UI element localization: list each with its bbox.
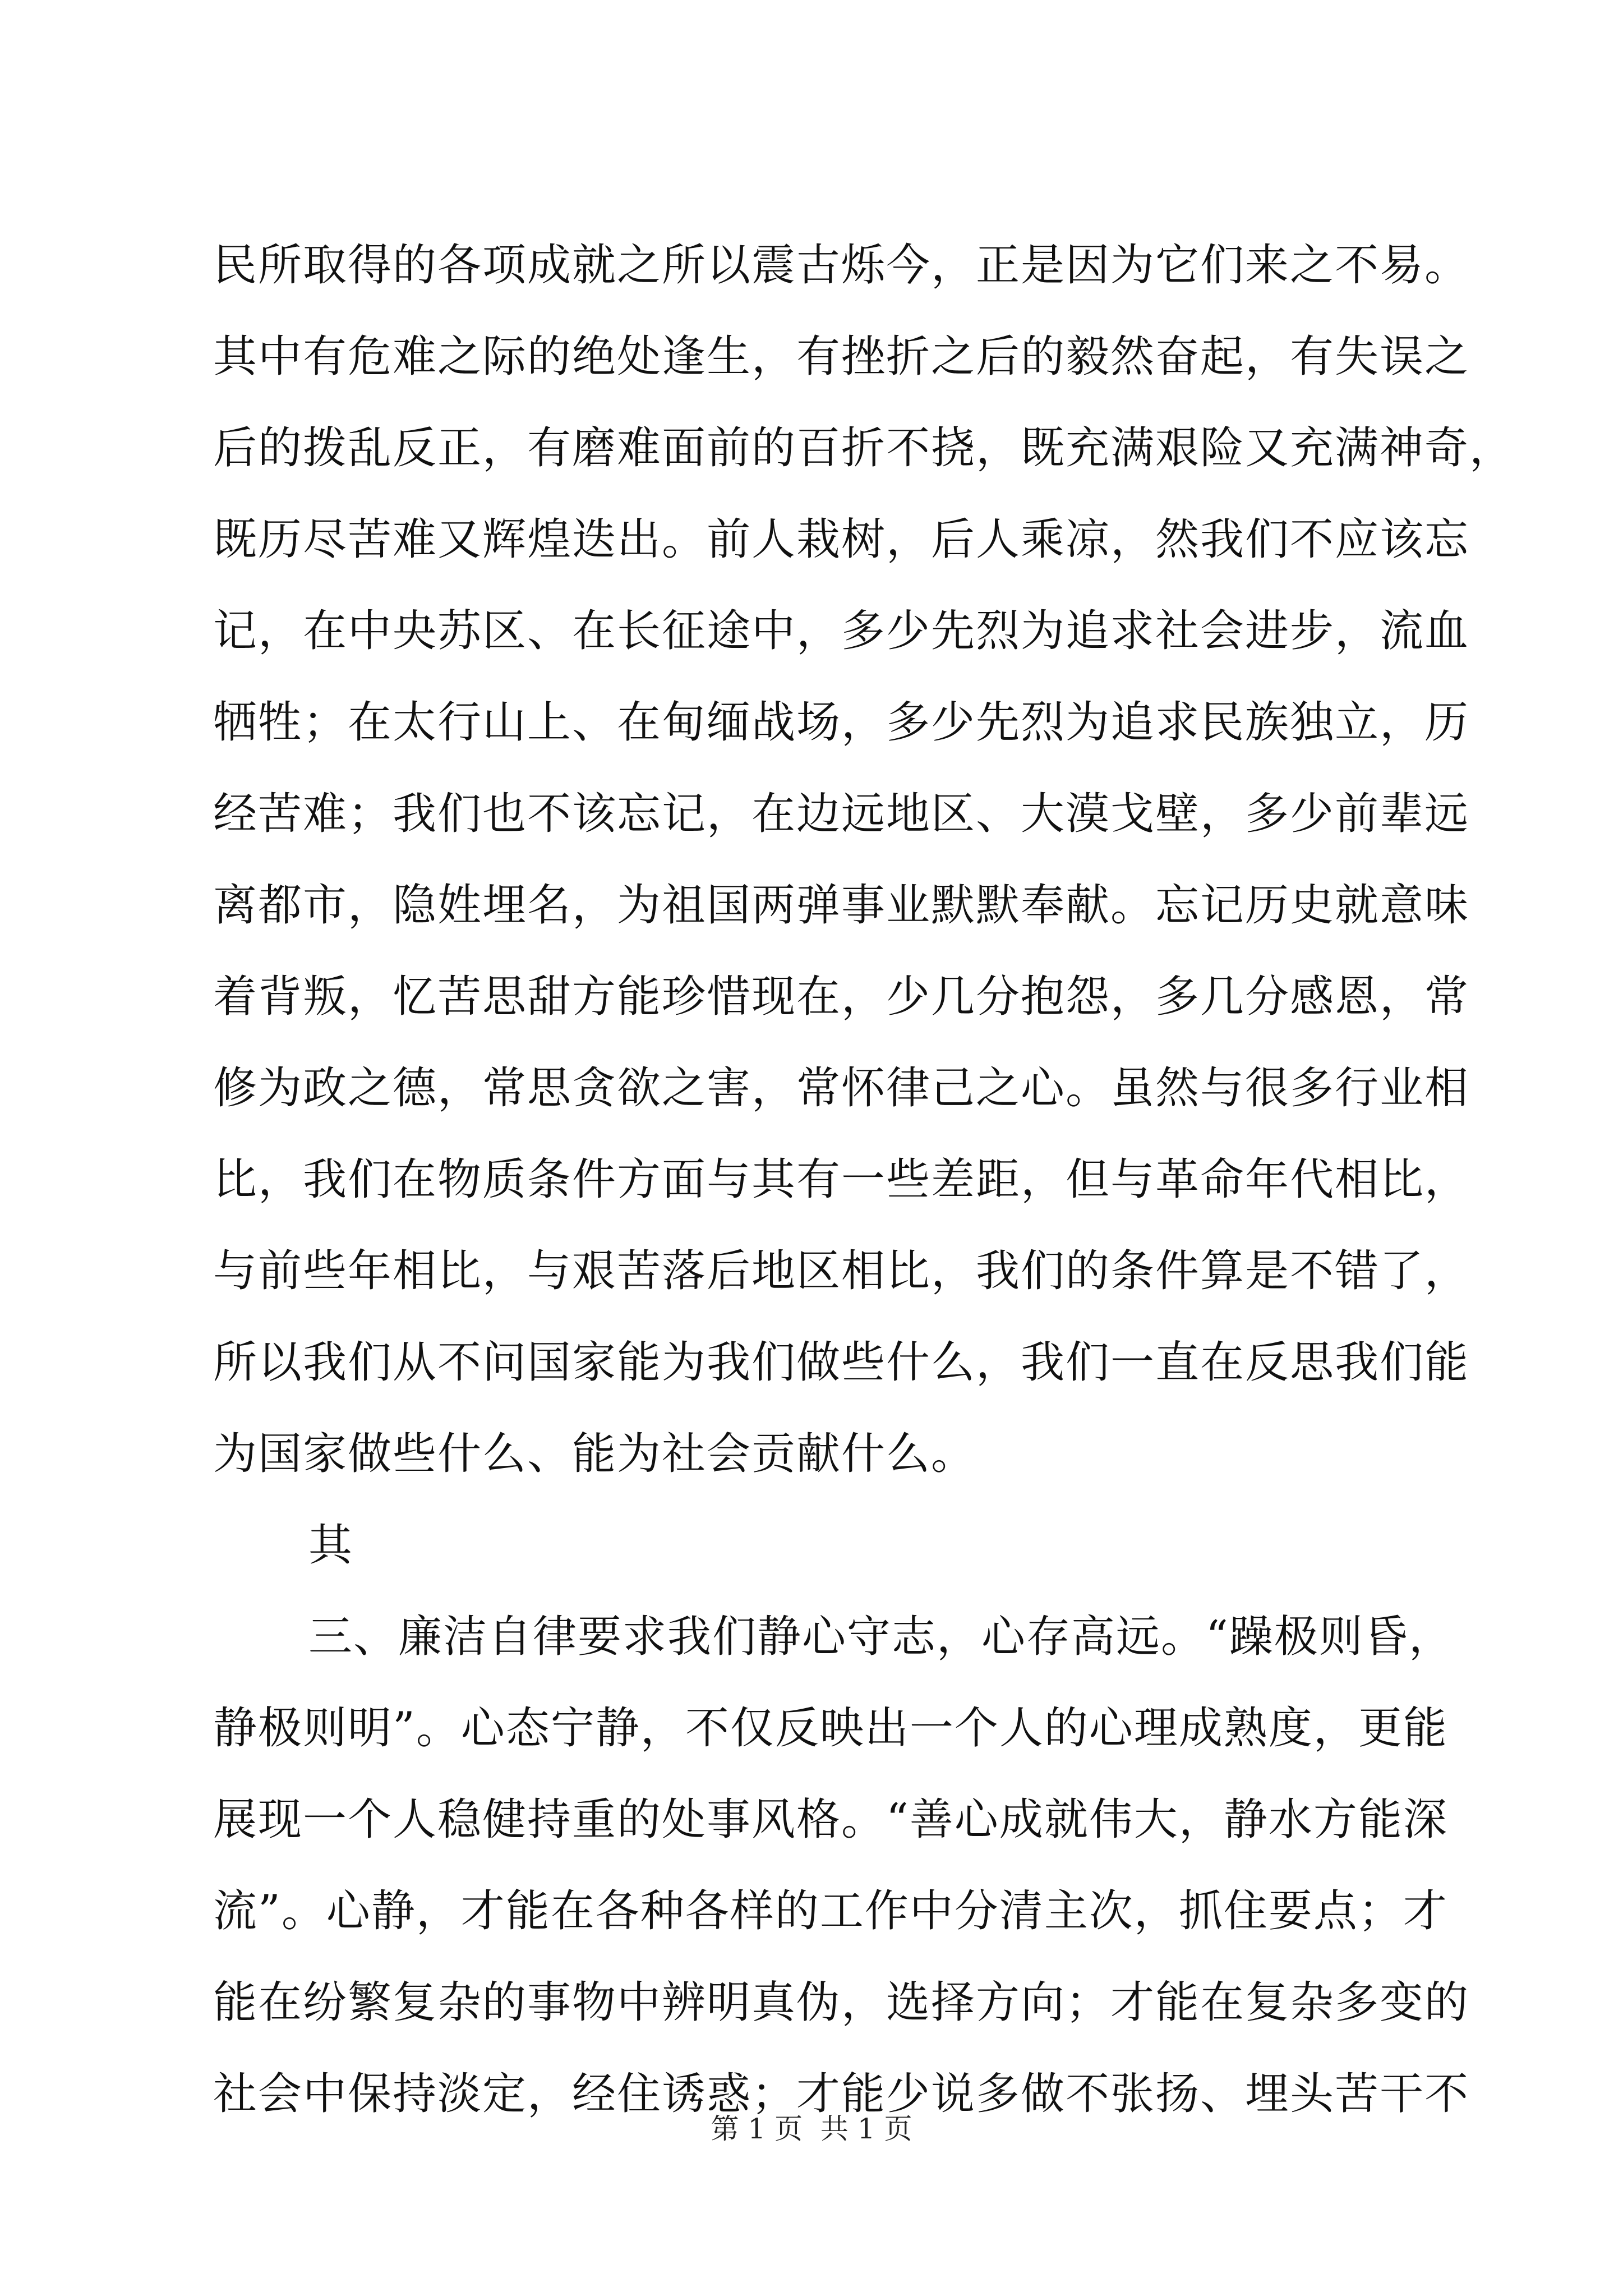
text-line-5: 记，在中央苏区、在长征途中，多少先烈为追求社会进步，流血 <box>213 606 1470 656</box>
body-text <box>213 220 1515 2140</box>
text-line-7: 经苦难；我们也不该忘记，在边远地区、大漠戈壁，多少前辈远 <box>213 789 1470 839</box>
text-line-17: 静极则明”。心态宁静，不仅反映出一个人的心理成熟度，更能 <box>213 1703 1448 1754</box>
text-line-12: 与前些年相比，与艰苦落后地区相比，我们的条件算是不错了， <box>213 1246 1470 1296</box>
text-line-21: 社会中保持淡定，经住诱惑；才能少说多做不张扬、埋头苦干不 <box>213 2069 1470 2119</box>
text-line-4: 既历尽苦难又辉煌迭出。前人栽树，后人乘凉，然我们不应该忘 <box>213 514 1470 565</box>
text-line-3: 后的拨乱反正，有磨难面前的百折不挠，既充满艰险又充满神奇， <box>213 423 1515 473</box>
text-line-18: 展现一个人稳健持重的处事风格。“善心成就伟大，静水方能深 <box>213 1795 1448 1845</box>
text-line-20: 能在纷繁复杂的事物中辨明真伪，选择方向；才能在复杂多变的 <box>213 1977 1470 2028</box>
text-line-6: 牺牲；在太行山上、在甸缅战场，多少先烈为追求民族独立，历 <box>213 697 1470 748</box>
text-line-2: 其中有危难之际的绝处逢生，有挫折之后的毅然奋起，有失误之 <box>213 332 1470 382</box>
text-line-14: 为国家做些什么、能为社会贡献什么。 <box>213 1429 976 1479</box>
text-line-13: 所以我们从不问国家能为我们做些什么，我们一直在反思我们能 <box>213 1337 1470 1388</box>
text-line-15: 其 <box>308 1520 354 1571</box>
text-line-19: 流”。心静，才能在各种各样的工作中分清主次，抓住要点；才 <box>213 1886 1448 1936</box>
text-line-16: 三、廉洁自律要求我们静心守志，心存高远。“躁极则昏， <box>308 1612 1454 1662</box>
text-line-1: 民所取得的各项成就之所以震古烁今，正是因为它们来之不易。 <box>213 240 1470 291</box>
text-line-9: 着背叛，忆苦思甜方能珍惜现在，少几分抱怨，多几分感恩，常 <box>213 972 1470 1022</box>
page-footer <box>0 2109 1623 2148</box>
text-line-8: 离都市，隐姓埋名，为祖国两弹事业默默奉献。忘记历史就意味 <box>213 880 1470 931</box>
text-line-10: 修为政之德，常思贪欲之害，常怀律己之心。虽然与很多行业相 <box>213 1063 1470 1114</box>
text-line-11: 比，我们在物质条件方面与其有一些差距，但与革命年代相比， <box>213 1154 1470 1205</box>
page-number-label: 第 1 页 共 1 页 <box>711 2113 912 2145</box>
